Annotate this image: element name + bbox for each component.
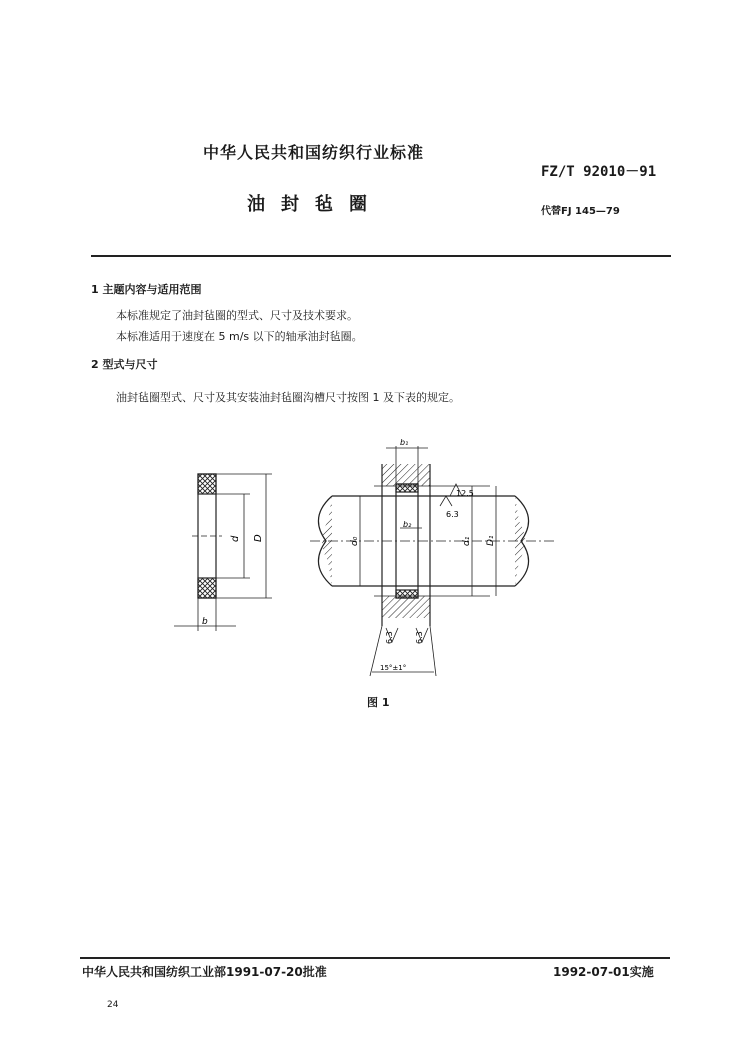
dim-D-label: D [253, 534, 264, 542]
roughness-6-3-right-label: 6.3 [415, 631, 424, 644]
section-2-heading: 2 型式与尺寸 [91, 358, 158, 371]
section-2-paragraph-1: 油封毡圈型式、尺寸及其安装油封毡圈沟槽尺寸按图 1 及下表的规定。 [116, 391, 460, 404]
dim-b2-label: b₂ [403, 520, 412, 529]
section-1-paragraph-2: 本标准适用于速度在 5 m/s 以下的轴承油封毡圈。 [116, 330, 363, 343]
footer-divider [80, 957, 670, 959]
replaces-standard: 代替FJ 145—79 [541, 206, 620, 217]
issuing-authority-heading: 中华人民共和国纺织行业标准 [203, 143, 425, 162]
issued-by-date: 中华人民共和国纺织工业部1991-07-20批准 [82, 965, 327, 979]
header-divider [91, 255, 671, 257]
page-number: 24 [107, 1000, 119, 1010]
dim-b1-label: b₁ [400, 438, 409, 447]
figure-caption: 图 1 [367, 696, 390, 709]
standard-code: FZ/T 92010－91 [541, 164, 657, 180]
roughness-12-5-label: 12.5 [456, 489, 474, 498]
shaft-assembly [310, 446, 555, 676]
taper-angle-label: 15°±1° [380, 664, 407, 672]
figure-1-drawing [160, 436, 580, 686]
dim-d-label: d [230, 535, 241, 542]
section-1-paragraph-1: 本标准规定了油封毡圈的型式、尺寸及技术要求。 [116, 309, 358, 322]
section-1-heading: 1 主题内容与适用范围 [91, 283, 202, 296]
dim-b-label: b [202, 617, 208, 627]
roughness-6-3-top-label: 6.3 [446, 510, 459, 519]
dim-d0-label: d₀ [350, 536, 360, 546]
dim-D1-label: D₁ [486, 535, 496, 546]
dim-d1-label: d₁ [462, 536, 472, 546]
document-title: 油封毡圈 [247, 194, 383, 215]
roughness-6-3-left-label: 6.3 [385, 631, 394, 644]
felt-ring-section [174, 474, 272, 631]
implementation-date: 1992-07-01实施 [553, 965, 654, 979]
